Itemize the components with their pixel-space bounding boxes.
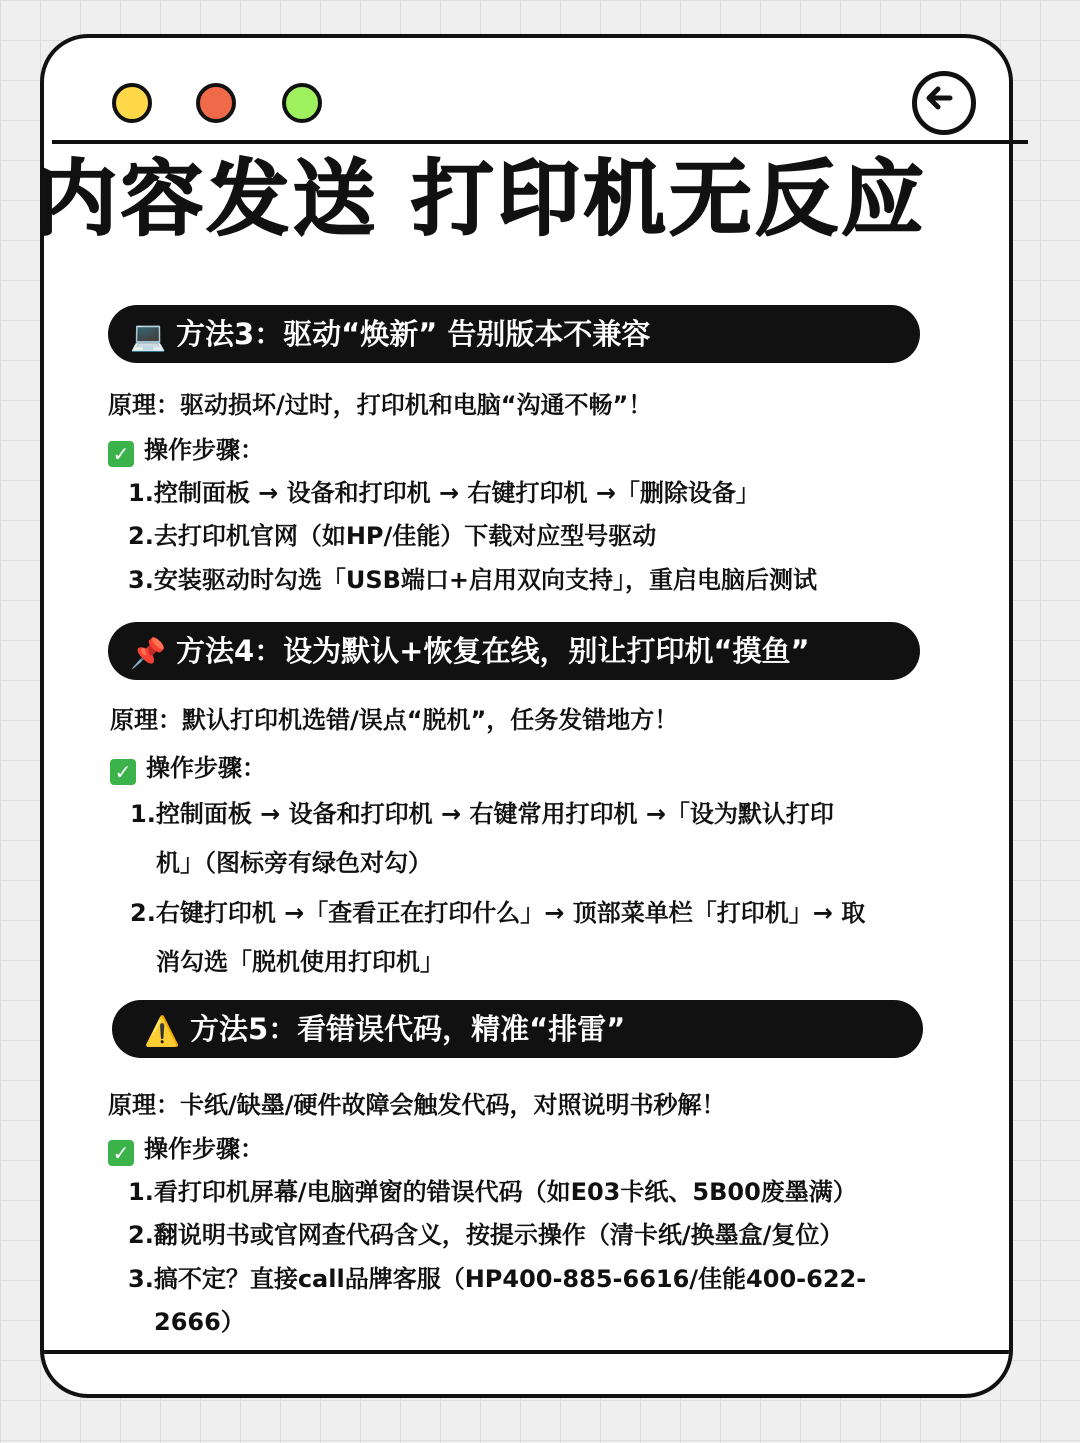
method-3-step-1: 1.控制面板 → 设备和打印机 → 右键打印机 →「删除设备」 bbox=[128, 479, 760, 507]
method-5-steps-label: ✓ 操作步骤： bbox=[108, 1129, 264, 1166]
green-dot-icon[interactable] bbox=[282, 83, 322, 123]
method-4-step-2: 2.右键打印机 →「查看正在打印什么」→ 顶部菜单栏「打印机」→ 取 bbox=[130, 899, 866, 927]
checkmark-icon: ✓ bbox=[110, 759, 136, 785]
checkmark-icon: ✓ bbox=[108, 441, 134, 467]
method-4-heading: 方法4：设为默认+恢复在线，别让打印机“摸鱼” bbox=[176, 634, 810, 668]
method-5-step-2: 2.翻说明书或官网查代码含义，按提示操作（清卡纸/换墨盒/复位） bbox=[128, 1221, 844, 1249]
footer-divider bbox=[44, 1350, 1009, 1354]
pushpin-icon: 📌 bbox=[129, 636, 167, 670]
method-3-steps-label: ✓ 操作步骤： bbox=[108, 430, 264, 467]
checkmark-icon: ✓ bbox=[108, 1140, 134, 1166]
method-5-step-3-cont: 2666） bbox=[154, 1308, 245, 1336]
arrow-left-icon bbox=[924, 83, 954, 113]
method-3-step-2: 2.去打印机官网（如HP/佳能）下载对应型号驱动 bbox=[128, 522, 657, 550]
method-4-banner bbox=[108, 622, 920, 680]
warning-icon: ⚠️ bbox=[143, 1014, 181, 1048]
back-button[interactable] bbox=[912, 71, 976, 135]
method-5-heading: 方法5：看错误代码，精准“排雷” bbox=[190, 1012, 626, 1046]
method-5-step-1: 1.看打印机屏幕/电脑弹窗的错误代码（如E03卡纸、5B00废墨满） bbox=[128, 1178, 857, 1206]
method-4-step-2-cont: 消勾选「脱机使用打印机」 bbox=[156, 948, 444, 976]
method-5-step-3: 3.搞不定？直接call品牌客服（HP400-885-6616/佳能400-622- bbox=[128, 1265, 867, 1293]
method-3-principle: 原理：驱动损坏/过时，打印机和电脑“沟通不畅”！ bbox=[108, 391, 653, 419]
method-4-step-1-cont: 机」（图标旁有绿色对勾） bbox=[156, 849, 432, 877]
page-title: 内容发送 打印机无反应 bbox=[35, 152, 928, 247]
method-4-steps-label: ✓ 操作步骤： bbox=[110, 748, 266, 785]
method-5-principle: 原理：卡纸/缺墨/硬件故障会触发代码，对照说明书秒解！ bbox=[108, 1091, 726, 1119]
method-5-banner bbox=[112, 1000, 923, 1058]
header-divider bbox=[52, 140, 1028, 144]
method-4-step-1: 1.控制面板 → 设备和打印机 → 右键常用打印机 →「设为默认打印 bbox=[130, 800, 834, 828]
method-3-heading: 方法3：驱动“焕新” 告别版本不兼容 bbox=[176, 317, 651, 351]
method-3-step-3: 3.安装驱动时勾选「USB端口+启用双向支持」，重启电脑后测试 bbox=[128, 566, 818, 594]
method-4-principle: 原理：默认打印机选错/误点“脱机”，任务发错地方！ bbox=[110, 706, 679, 734]
method-3-banner bbox=[108, 305, 920, 363]
red-dot-icon[interactable] bbox=[196, 83, 236, 123]
laptop-icon: 💻 bbox=[129, 319, 167, 353]
yellow-dot-icon[interactable] bbox=[112, 83, 152, 123]
